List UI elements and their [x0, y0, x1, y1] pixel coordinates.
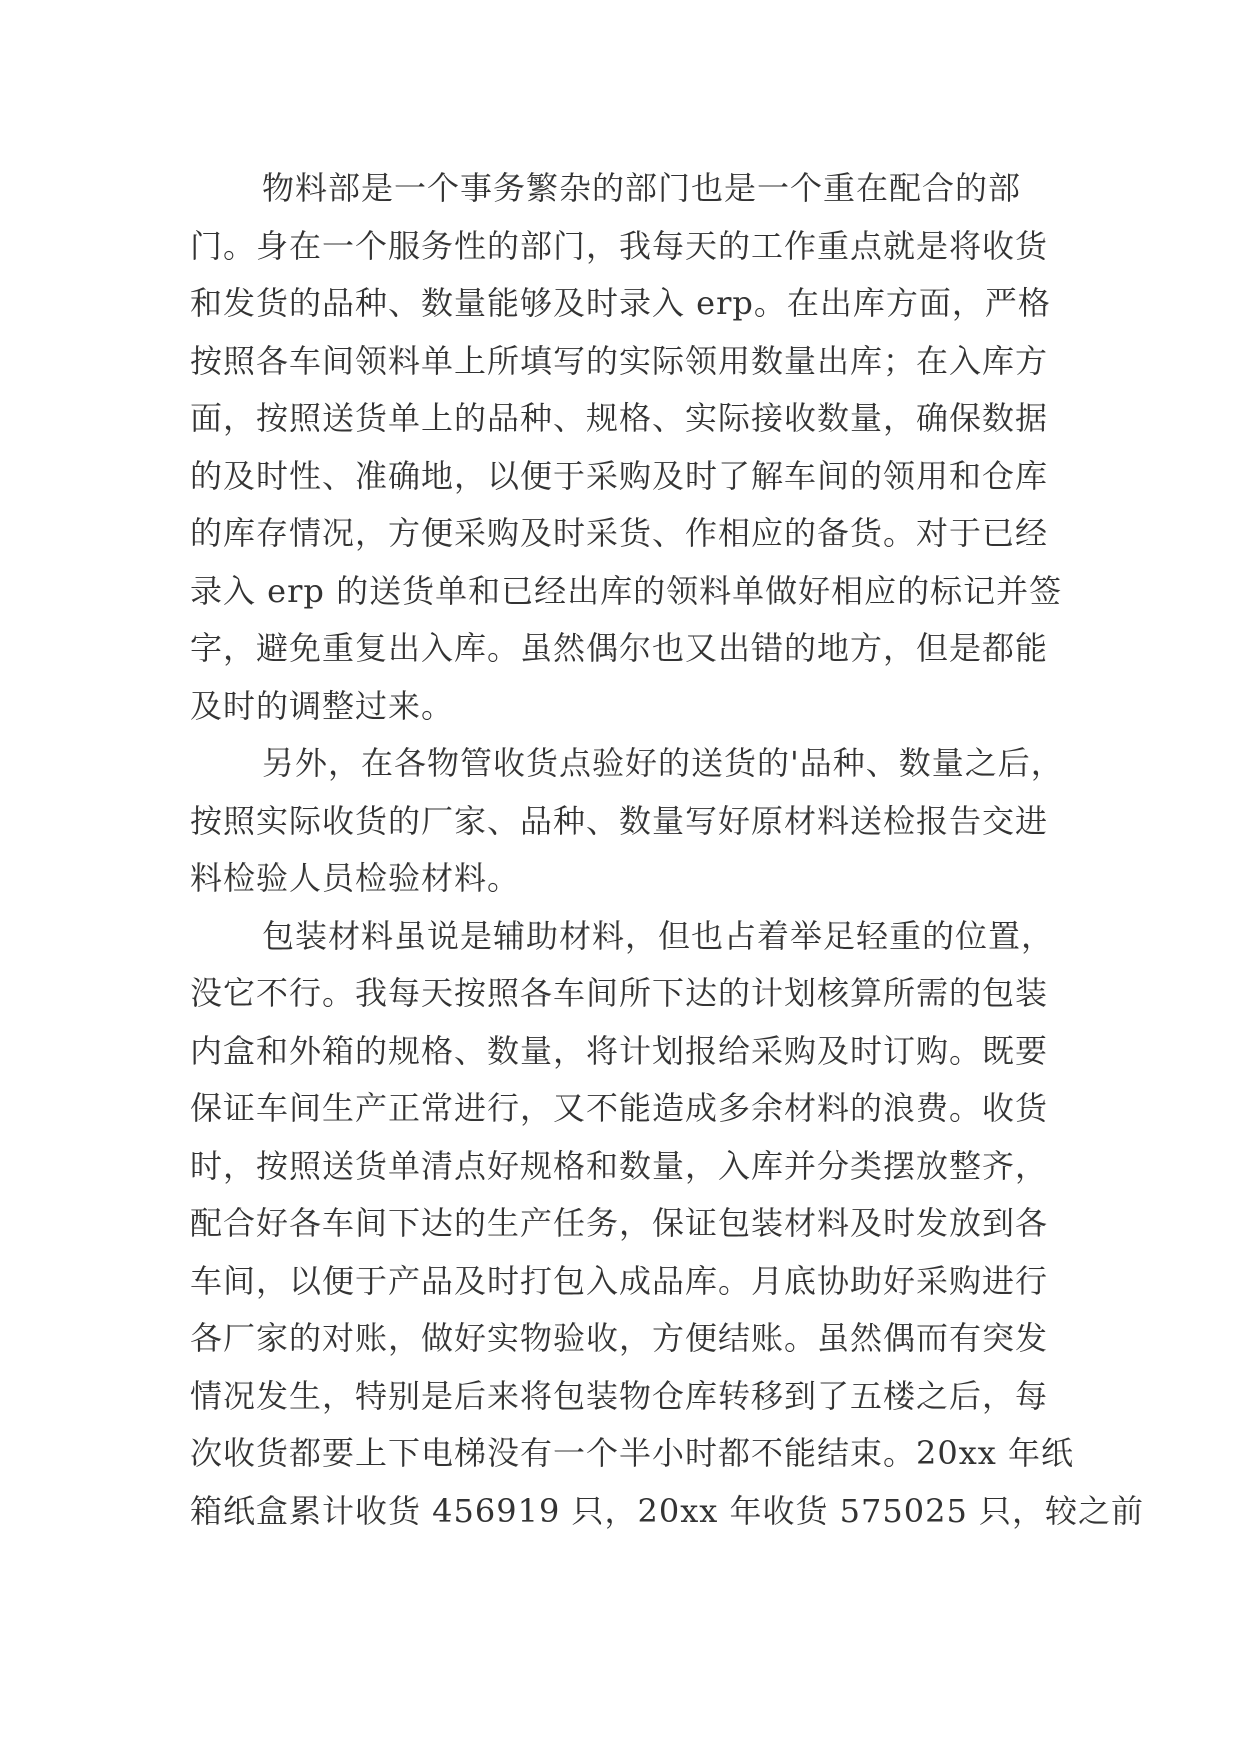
paragraph-line: 录入 erp 的送货单和已经出库的领料单做好相应的标记并签 — [190, 571, 1063, 610]
document-body — [190, 160, 1144, 1540]
paragraph-line: 及时的调整过来。 — [190, 686, 455, 725]
paragraph-line: 次收货都要上下电梯没有一个半小时都不能结束。20xx 年纸 — [190, 1434, 1074, 1472]
paragraph-line: 的及时性、准确地，以便于采购及时了解车间的领用和仓库 — [190, 456, 1049, 495]
paragraph-line: 和发货的品种、数量能够及时录入 erp。在出库方面，严格 — [190, 284, 1051, 322]
paragraph-line: 字，避免重复出入库。虽然偶尔也又出错的地方，但是都能 — [190, 629, 1049, 667]
paragraph-line: 物料部是一个事务繁杂的部门也是一个重在配合的部 — [262, 169, 1022, 207]
paragraph-line: 车间，以便于产品及时打包入成品库。月底协助好采购进行 — [190, 1261, 1049, 1300]
paragraph-line: 内盒和外箱的规格、数量，将计划报给采购及时订购。既要 — [190, 1031, 1049, 1070]
paragraph-line: 配合好各车间下达的生产任务，保证包装材料及时发放到各 — [190, 1204, 1049, 1242]
paragraph-2 — [190, 735, 1064, 908]
paragraph-1 — [190, 160, 1063, 735]
paragraph-line: 没它不行。我每天按照各车间所下达的计划核算所需的包装 — [190, 974, 1049, 1012]
paragraph-line: 按照实际收货的厂家、品种、数量写好原材料送检报告交进 — [190, 801, 1049, 840]
paragraph-line: 箱纸盒累计收货 456919 只，20xx 年收货 575025 只，较之前 — [190, 1491, 1144, 1530]
paragraph-line: 面，按照送货单上的品种、规格、实际接收数量，确保数据 — [190, 399, 1049, 437]
paragraph-line: 情况发生，特别是后来将包装物仓库转移到了五楼之后，每 — [190, 1376, 1049, 1415]
paragraph-line: 各厂家的对账，做好实物验收，方便结账。虽然偶而有突发 — [190, 1319, 1049, 1357]
paragraph-3 — [190, 908, 1144, 1541]
paragraph-line: 另外，在各物管收货点验好的送货的'品种、数量之后， — [262, 744, 1064, 782]
paragraph-line: 时，按照送货单清点好规格和数量，入库并分类摆放整齐， — [190, 1146, 1049, 1185]
paragraph-line: 门。身在一个服务性的部门，我每天的工作重点就是将收货 — [190, 226, 1049, 265]
paragraph-line: 包装材料虽说是辅助材料，但也占着举足轻重的位置， — [262, 916, 1055, 955]
paragraph-line: 保证车间生产正常进行，又不能造成多余材料的浪费。收货 — [190, 1089, 1049, 1127]
paragraph-line: 的库存情况，方便采购及时采货、作相应的备货。对于已经 — [190, 514, 1049, 552]
paragraph-line: 按照各车间领料单上所填写的实际领用数量出库；在入库方 — [190, 341, 1049, 380]
paragraph-line: 料检验人员检验材料。 — [190, 859, 521, 897]
